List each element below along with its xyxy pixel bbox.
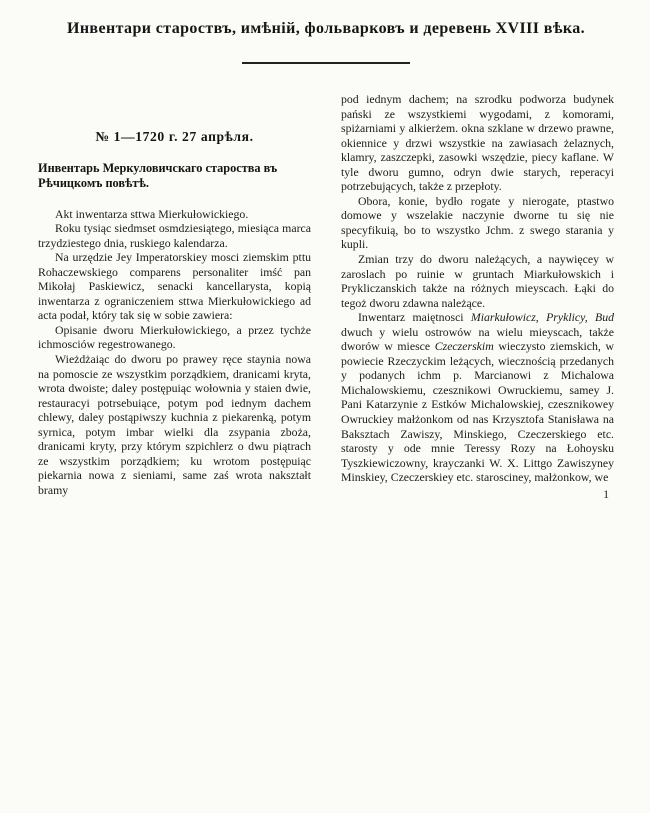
text-segment: Inwentarz maiętnosci xyxy=(358,310,471,325)
paragraph: Obora, konie, bydło rogate y nierogate, ptastwo domowe y wszelakie naczynie dworne tu się nie specyfikuią, bo to wszystko Jchm. z swego starania y kupli. xyxy=(341,193,614,252)
paragraph: Roku tysiąc siedmset osmdziesiątego, miesiąca marca trzydziestego dnia, ruskiego kalendarza. xyxy=(38,221,311,250)
right-column xyxy=(341,92,614,502)
page-title: Инвентари староствъ, имѣній, фольварковъ и деревень XVIII вѣка. xyxy=(66,20,586,37)
paragraph: Akt inwentarza sttwa Mierkułowickiego. xyxy=(55,206,249,221)
paragraph-with-italics xyxy=(341,310,614,485)
entry-title: Инвентарь Меркуловичскаго староства въ Рѣчицкомъ повѣтѣ. xyxy=(38,160,278,191)
text-segment: dwuch y wielu ostrowów na wielu mieyscach, także dworów w miesce xyxy=(341,324,614,354)
paragraph: Na urzędzie Jey Imperatorskiey mosci ziemskim pttu Rohaczewskiego comparens personaliter imść pan Mikołaj Paskiewicz, senacki kancellarysta, kopią inwentarza z ograniczeniem sttwa Mierkułowickiego ad acta podał, który tak się w sobie zawiera: xyxy=(38,250,311,323)
paragraph: Zmian trzy do dworu należących, a naywięcey w zaroslach po ruinie w gruntach Miarkułowskich i Prykliczanskich także na różnych mieyscach. Łąki do tegoż dworu zdawna należące. xyxy=(341,252,614,310)
page-number: 1 xyxy=(603,488,609,501)
text-segment: wieczysto ziemskich, w powiecie Rzeczyckim leżących, wiecznością przedanych y podanych ichm p. Marcianowi z Michalowa Michalowskiemu, czesznikowi Owruckiemu, samey J. Pani Katarzynie z Estków Michalowskiej, czesznikowey Owruckiey małżonkom od nas Krzysztofa Stanisława na Baksztach Zawiszy, Minskiego, Czeczerskiego etc. starosty y ode mnie Teressy Rozy na Łohoysku Tyszkiewiczowny, krayczanki W. X. Littgo Zawiszyney Minskiey, Czeczerskiey etc. starosciney, małżonkow, we xyxy=(341,339,614,485)
italic-term: Miarkułowicz, Pryklicy, Bud xyxy=(470,310,614,325)
left-column xyxy=(38,92,311,502)
entry-number-heading: № 1—1720 г. 27 апрѣля. xyxy=(95,129,254,144)
paragraph-continuation: pod iednym dachem; na szrodku podworza budynek pański ze wszystkiemi wygodami, z komorami, spiżarniami y alkierżem. okna szklane w drzewo prawne, okiennice y drzwi wszystkie na zawiasach żelaznych, klamry, zaszczepki, zasowki wszędzie, piecy kaflane. W tyle dworu gumno, odryn dwie starych, reperacyi potrzebujących, także z przepłoty. xyxy=(341,92,614,194)
two-column-layout xyxy=(38,92,614,502)
paragraph: Opisanie dworu Mierkułowickiego, a przez tychże ichmosciów regestrowanego. xyxy=(38,322,311,352)
paragraph: Wieżdżaiąc do dworu po prawey ręce staynia nowa na pomoscie ze wszystkim porządkiem, dranicami kryta, wrota dwoiste; daley postępuiąc wołownia y staien dwie, restauracyi potrsebuiące, potym pod iednym dachem chlewy, daley postąpiwszy kuchnia z piekarenką, potym syrnica, potym imbar wielki dla zsypania zboża, dranicami kryty, przy którym szpichlerz o dwu piątrach ze wszystkim porządkiem; ku wrotom postępuiąc piekarnia nowa z sieniami, same zaś wrota nakształt bramy xyxy=(38,352,311,497)
italic-term: Czeczerskim xyxy=(434,339,494,354)
title-divider xyxy=(242,62,410,64)
